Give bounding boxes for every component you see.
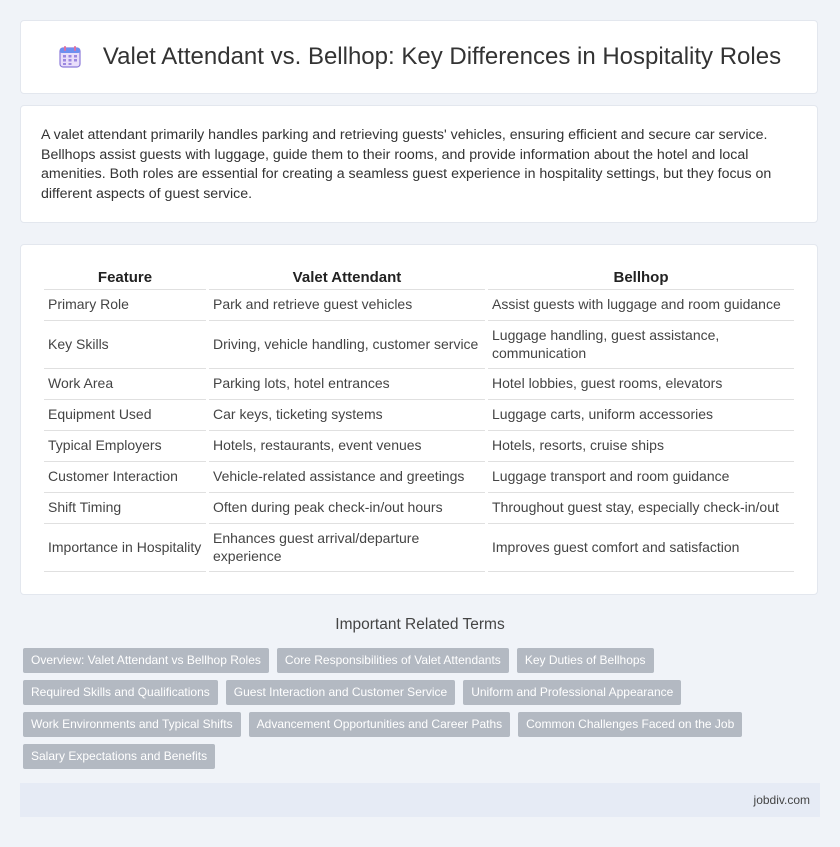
comparison-table [41,261,797,572]
valet-cell: Park and retrieve guest vehicles [209,290,485,321]
related-term-tag[interactable]: Uniform and Professional Appearance [463,680,681,705]
table-row [44,400,794,431]
related-term-tag[interactable]: Required Skills and Qualifications [23,680,218,705]
footer [20,783,820,817]
related-terms-tags [23,648,813,776]
page-title: Valet Attendant vs. Bellhop: Key Differences in Hospitality Roles [102,43,782,70]
valet-cell: Vehicle-related assistance and greetings [209,462,485,493]
table-header-row [44,261,794,290]
related-term-tag[interactable]: Advancement Opportunities and Career Paths [249,712,510,737]
bellhop-cell: Assist guests with luggage and room guidance [488,290,794,321]
comparison-card [20,244,818,595]
bellhop-cell: Luggage transport and room guidance [488,462,794,493]
table-row [44,321,794,369]
feature-cell: Shift Timing [44,493,206,524]
header-valet-attendant: Valet Attendant [209,261,485,290]
valet-cell: Hotels, restaurants, event venues [209,431,485,462]
valet-cell: Parking lots, hotel entrances [209,369,485,400]
valet-cell: Car keys, ticketing systems [209,400,485,431]
header-feature: Feature [44,261,206,290]
footer-site-link[interactable]: jobdiv.com [753,793,810,807]
related-term-tag[interactable]: Key Duties of Bellhops [517,648,654,673]
feature-cell: Typical Employers [44,431,206,462]
bellhop-cell: Hotels, resorts, cruise ships [488,431,794,462]
bellhop-cell: Improves guest comfort and satisfaction [488,524,794,572]
table-row [44,524,794,572]
intro-text: A valet attendant primarily handles parking and retrieving guests' vehicles, ensuring efficient and secure car service. Bellhops assist guests with luggage, guide them to their rooms, and provide information about the hotel and local amenities. Both roles are essential for creating a seamless guest experience in hospitality settings, but they focus on different aspects of guest service. [41,127,772,202]
table-row [44,462,794,493]
related-term-tag[interactable]: Common Challenges Faced on the Job [518,712,742,737]
table-row [44,290,794,321]
related-term-tag[interactable]: Overview: Valet Attendant vs Bellhop Roles [23,648,269,673]
bellhop-cell: Hotel lobbies, guest rooms, elevators [488,369,794,400]
feature-cell: Importance in Hospitality [44,524,206,572]
page-header [20,20,818,94]
bellhop-cell: Luggage carts, uniform accessories [488,400,794,431]
valet-cell: Enhances guest arrival/departure experience [209,524,485,572]
intro-card [20,105,818,223]
calendar-grid-icon [57,44,83,70]
related-term-tag[interactable]: Work Environments and Typical Shifts [23,712,241,737]
bellhop-cell: Luggage handling, guest assistance, communication [488,321,794,369]
feature-cell: Work Area [44,369,206,400]
valet-cell: Often during peak check-in/out hours [209,493,485,524]
feature-cell: Key Skills [44,321,206,369]
related-term-tag[interactable]: Salary Expectations and Benefits [23,744,215,769]
table-row [44,493,794,524]
valet-cell: Driving, vehicle handling, customer service [209,321,485,369]
related-term-tag[interactable]: Guest Interaction and Customer Service [226,680,455,705]
feature-cell: Customer Interaction [44,462,206,493]
feature-cell: Primary Role [44,290,206,321]
feature-cell: Equipment Used [44,400,206,431]
bellhop-cell: Throughout guest stay, especially check-in/out [488,493,794,524]
table-row [44,369,794,400]
related-terms-title: Important Related Terms [335,616,505,633]
table-row [44,431,794,462]
header-bellhop: Bellhop [488,261,794,290]
related-term-tag[interactable]: Core Responsibilities of Valet Attendants [277,648,509,673]
